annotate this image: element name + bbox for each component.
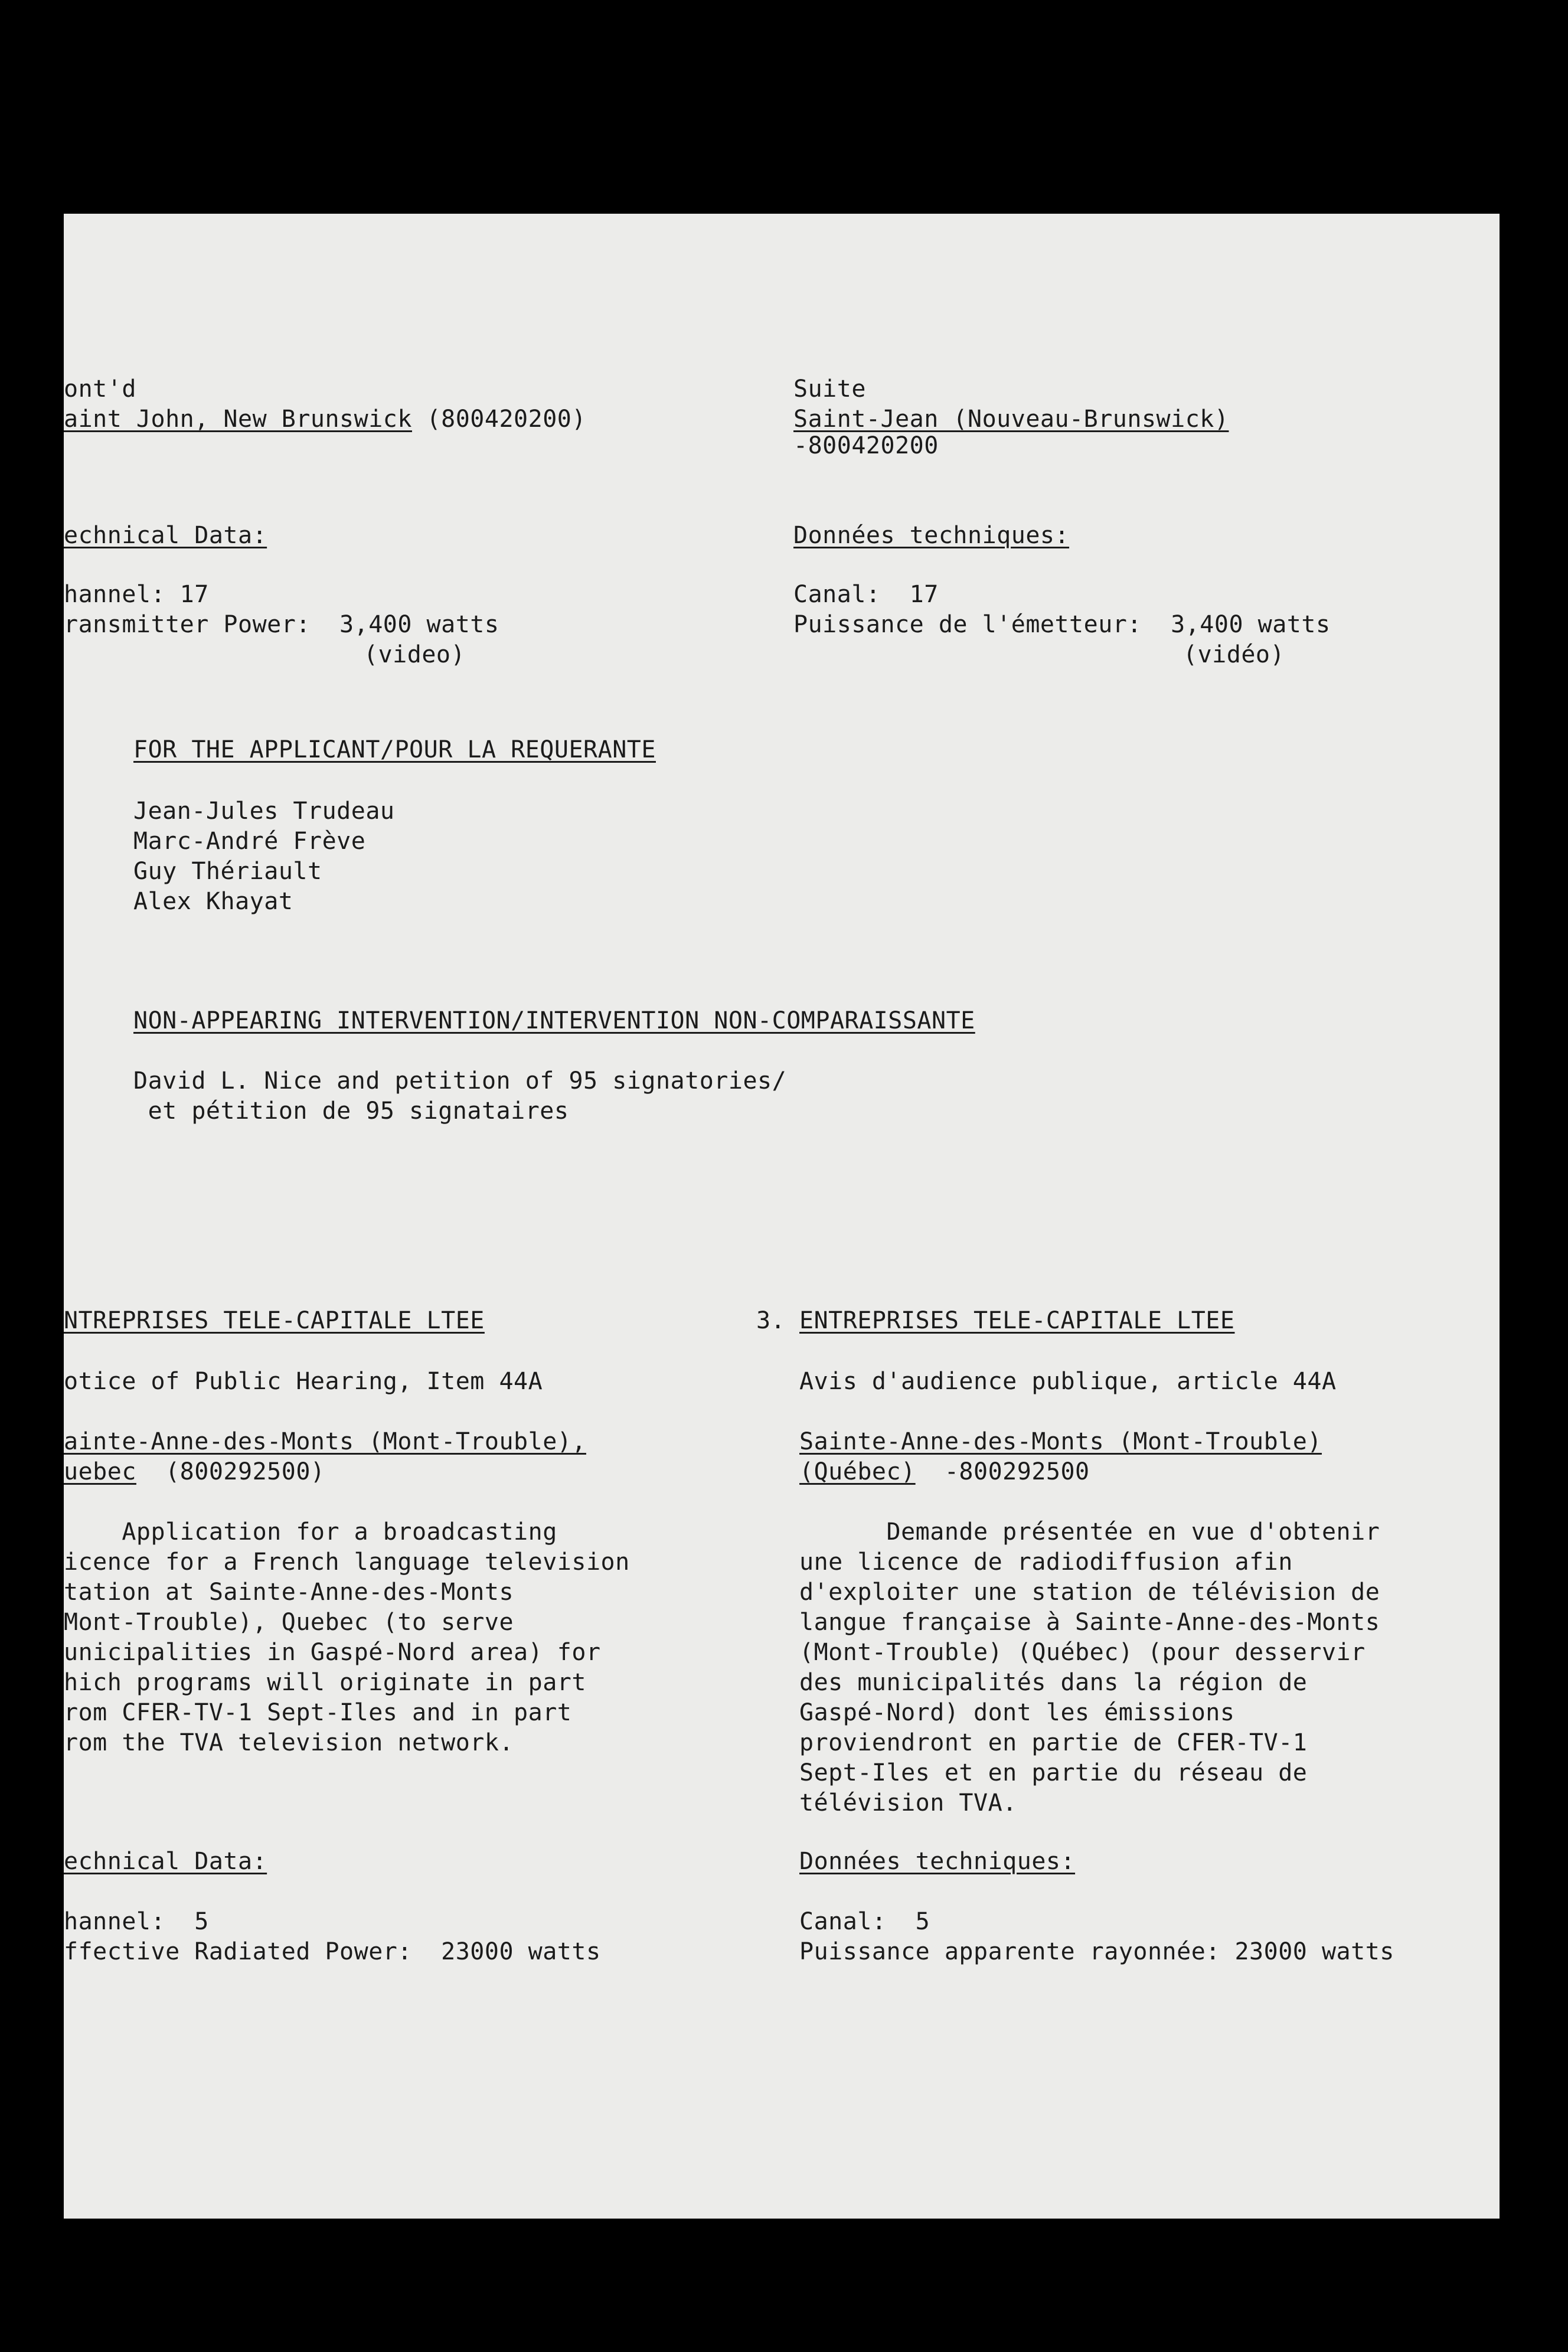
technical-data-heading-right-3: Données techniques: — [799, 1848, 1076, 1875]
notice-left: otice of Public Hearing, Item 44A — [64, 1368, 543, 1395]
transmitter-power-left: ransmitter Power: 3,400 watts — [64, 611, 499, 638]
applicant-name: Marc-André Frève — [133, 828, 366, 855]
applicant-heading: FOR THE APPLICANT/POUR LA REQUERANTE — [133, 736, 656, 763]
channel-left-3: hannel: 5 — [64, 1908, 209, 1935]
body-line-left: hich programs will originate in part — [64, 1669, 586, 1696]
body-line-left: Application for a broadcasting — [64, 1518, 557, 1546]
location-left: aint John, New Brunswick — [64, 406, 412, 433]
body-line-left: rom the TVA television network. — [64, 1729, 514, 1756]
channel-right: Canal: 17 — [793, 581, 939, 608]
body-line-right: (Mont-Trouble) (Québec) (pour desservir — [799, 1639, 1366, 1666]
intervention-line: et pétition de 95 signataires — [133, 1097, 569, 1125]
company-heading-left: NTREPRISES TELE-CAPITALE LTEE — [64, 1307, 485, 1334]
body-line-left: Mont-Trouble), Quebec (to serve — [64, 1609, 514, 1636]
technical-data-heading-right: Données techniques: — [793, 522, 1070, 549]
company-heading-right: ENTREPRISES TELE-CAPITALE LTEE — [799, 1307, 1235, 1334]
body-line-right: langue française à Sainte-Anne-des-Monts — [799, 1609, 1380, 1636]
body-line-right: une licence de radiodiffusion afin — [799, 1549, 1293, 1576]
suite-label: Suite — [793, 375, 866, 403]
applicant-name: Guy Thériault — [133, 858, 322, 885]
power-note-left: (video) — [364, 641, 466, 668]
transmitter-power-right: Puissance de l'émetteur: 3,400 watts — [793, 611, 1331, 638]
item-number: 3. — [756, 1307, 786, 1334]
location-right: Saint-Jean (Nouveau-Brunswick) — [793, 406, 1229, 433]
province-right: (Québec) — [799, 1458, 916, 1485]
body-line-right: Sept-Iles et en partie du réseau de — [799, 1759, 1308, 1786]
body-line-right: d'exploiter une station de télévision de — [799, 1579, 1380, 1606]
channel-left: hannel: 17 — [64, 581, 209, 608]
technical-data-heading-left-3: echnical Data: — [64, 1848, 267, 1875]
applicant-name: Alex Khayat — [133, 888, 293, 915]
intervention-line: David L. Nice and petition of 95 signatories/ — [133, 1067, 787, 1095]
location-line2-right — [799, 1457, 1090, 1487]
file-number-left-3: (800292500) — [136, 1458, 325, 1485]
body-line-right: des municipalités dans la région de — [799, 1669, 1308, 1696]
applicant-name: Jean-Jules Trudeau — [133, 798, 395, 825]
contd-label: ont'd — [64, 375, 136, 403]
channel-right-3: Canal: 5 — [799, 1908, 930, 1935]
body-line-right: télévision TVA. — [799, 1789, 1017, 1817]
intervention-heading: NON-APPEARING INTERVENTION/INTERVENTION NON-COMPARAISSANTE — [133, 1007, 975, 1034]
notice-right: Avis d'audience publique, article 44A — [799, 1368, 1337, 1395]
power-note-right: (vidéo) — [1183, 641, 1285, 668]
location-line2-left — [64, 1457, 325, 1487]
body-line-left: rom CFER-TV-1 Sept-Iles and in part — [64, 1699, 572, 1726]
file-number-right: -800420200 — [793, 432, 939, 459]
file-number-left: (800420200) — [411, 406, 586, 433]
technical-data-heading-left: echnical Data: — [64, 522, 267, 549]
location-line1-right: Sainte-Anne-des-Monts (Mont-Trouble) — [799, 1428, 1322, 1455]
body-line-right: Demande présentée en vue d'obtenir — [799, 1518, 1380, 1546]
province-left: uebec — [64, 1458, 136, 1485]
body-line-right: proviendront en partie de CFER-TV-1 — [799, 1729, 1308, 1756]
file-number-right-3: -800292500 — [915, 1458, 1090, 1485]
body-line-right: Gaspé-Nord) dont les émissions — [799, 1699, 1235, 1726]
body-line-left: tation at Sainte-Anne-des-Monts — [64, 1579, 514, 1606]
document-page — [64, 214, 1500, 2219]
location-line-left — [64, 404, 586, 435]
effective-power-left: ffective Radiated Power: 23000 watts — [64, 1938, 601, 1965]
body-line-left: icence for a French language television — [64, 1549, 630, 1576]
body-line-left: unicipalities in Gaspé-Nord area) for — [64, 1639, 601, 1666]
location-line1-left: ainte-Anne-des-Monts (Mont-Trouble), — [64, 1428, 586, 1455]
effective-power-right: Puissance apparente rayonnée: 23000 watts — [799, 1938, 1394, 1965]
